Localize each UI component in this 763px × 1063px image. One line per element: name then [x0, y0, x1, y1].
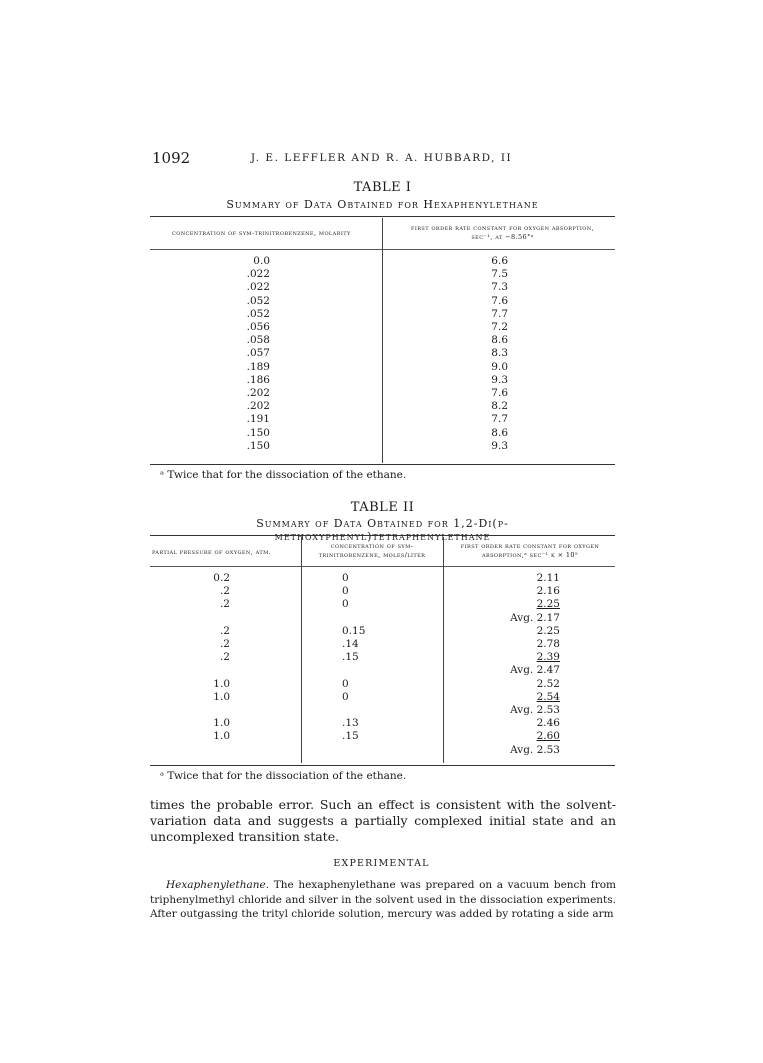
table2-cell-k: 2.78	[536, 638, 560, 651]
table2-cell-p: .2	[219, 624, 230, 637]
table2-cell-c: .14	[342, 638, 359, 651]
table1-concentration-cell: .052	[246, 294, 270, 307]
table2-col3-header-line2: absorption,ᵃ sec⁻¹ k × 10⁵	[482, 551, 578, 559]
table1-rate-cell: 7.2	[491, 321, 508, 334]
table2-title: TABLE II	[350, 500, 415, 515]
experimental-lead: Hexaphenylethane.	[166, 879, 270, 891]
table2-cell-c: 0.15	[342, 624, 366, 637]
table2-cell-p: 0.2	[213, 572, 230, 584]
table2-cell-p: .2	[219, 585, 230, 598]
table2-concentration-column	[342, 572, 382, 757]
table1-concentration-cell: .056	[246, 321, 270, 334]
table1-rate-cell: 7.6	[491, 387, 508, 400]
table2-cell-p: .2	[219, 638, 230, 651]
table1-rate-cell: 8.6	[491, 426, 508, 439]
table1-rate-cell: 9.0	[491, 360, 508, 373]
table1-title: TABLE I	[353, 180, 412, 195]
table2-cell-c: .15	[342, 651, 359, 664]
table1-rate-cell: 8.3	[491, 347, 508, 360]
table1-rate-cell: 8.2	[491, 400, 508, 413]
table1-concentration-cell: .150	[246, 439, 270, 452]
table2-col2-header-line1: concentration of sym-	[330, 542, 414, 550]
table2-cell-c: .13	[342, 717, 359, 730]
running-head: J. E. LEFFLER AND R. A. HUBBARD, II	[250, 152, 513, 164]
table1-rate-cell: 9.3	[491, 439, 508, 452]
table1-concentration-cell: .058	[246, 334, 270, 347]
table2-cell-k: 2.39	[536, 651, 560, 664]
table2-cell-k: Avg. 2.17	[510, 611, 560, 624]
section-heading: EXPERIMENTAL	[333, 858, 430, 869]
table1-bottom-rule	[150, 464, 615, 465]
experimental-text: The hexaphenylethane was prepared on a vacuum bench from triphenylmethyl chloride and silver in the solvent used in the dissociation experiments. After outgassing the trityl chloride solution, mercury was added by rotating a side arm	[150, 879, 616, 920]
table2-pressure-column	[195, 572, 230, 757]
table2-cell-c: 0	[342, 585, 349, 598]
table2-cell-k: 2.46	[536, 717, 560, 730]
table2-cell-k: 2.25	[536, 598, 560, 611]
table1-rate-cell: 7.7	[491, 413, 508, 426]
table2-col1-header: partial pressure of oxygen, atm.	[152, 548, 272, 556]
table2-cell-c: 0	[342, 677, 349, 690]
table2-cell-k: 2.11	[536, 572, 560, 584]
table2-rate-column	[470, 572, 560, 757]
table2-cell-k: 2.52	[536, 677, 560, 690]
table1-concentration-cell: .191	[246, 413, 270, 426]
table1-rate-cell: 7.3	[491, 281, 508, 294]
table2-cell-k: Avg. 2.53	[510, 743, 560, 756]
table2-cell-c	[342, 664, 382, 677]
table2-col2-header-line2: trinitrobenzene, moles/liter	[318, 551, 426, 559]
table2-divider-2	[443, 537, 444, 763]
table2-cell-k: 2.60	[536, 730, 560, 743]
table2-cell-c: 0	[342, 690, 349, 703]
table2-cell-c: 0	[342, 598, 349, 611]
table1-col1-header: concentration of sym-trinitrobenzene, molarity	[172, 229, 351, 237]
table1-concentration-cell: .150	[246, 426, 270, 439]
table2-footnote: ᵃ Twice that for the dissociation of the ethane.	[160, 770, 407, 782]
table2-cell-p: .2	[219, 598, 230, 611]
table2-bottom-rule	[150, 765, 615, 766]
table2-cell-k: 2.16	[536, 585, 560, 598]
table1-footnote: ᵃ Twice that for the dissociation of the ethane.	[160, 469, 407, 481]
table1-rate-cell: 8.6	[491, 334, 508, 347]
table2-header-rule	[150, 566, 615, 567]
table1-rate-cell: 6.6	[491, 255, 508, 267]
table1-concentration-cell: .202	[246, 400, 270, 413]
table1-rate-cell: 7.7	[491, 307, 508, 320]
table2-cell-c: 0	[342, 572, 349, 584]
page-number: 1092	[152, 149, 191, 167]
table1-concentration-column	[220, 255, 270, 453]
table2-cell-c	[342, 744, 382, 757]
table2-cell-c	[342, 704, 382, 717]
table2-cell-p	[195, 704, 230, 717]
table1-concentration-cell: .202	[246, 387, 270, 400]
table1-column-divider	[382, 218, 383, 463]
table2-cell-p	[195, 612, 230, 625]
table2-cell-p: 1.0	[213, 677, 230, 690]
table1-rate-column	[468, 255, 508, 453]
table1-concentration-cell: .189	[246, 360, 270, 373]
table1-concentration-cell: .057	[246, 347, 270, 360]
experimental-paragraph	[150, 878, 616, 922]
table2-top-rule	[150, 535, 615, 536]
table1-rate-cell: 7.5	[491, 268, 508, 281]
table1-subtitle: Summary of Data Obtained for Hexaphenylethane	[226, 198, 539, 211]
table1-rate-cell: 9.3	[491, 373, 508, 386]
table2-cell-p	[195, 664, 230, 677]
table2-cell-k: 2.25	[536, 624, 560, 637]
table2-cell-p	[195, 744, 230, 757]
table2-divider-1	[301, 537, 302, 763]
table1-concentration-cell: .022	[246, 281, 270, 294]
table2-col3-header-line1: first order rate constant for oxygen	[460, 542, 600, 550]
table2-cell-p: 1.0	[213, 717, 230, 730]
table1-concentration-cell: 0.0	[253, 255, 270, 267]
body-paragraph: times the probable error. Such an effect is consistent with the solvent-variation data and suggests a partially complexed initial state and an uncomplexed transition state.	[150, 797, 616, 844]
table1-concentration-cell: .186	[246, 373, 270, 386]
table2-cell-k: Avg. 2.47	[510, 664, 560, 677]
table1-rate-cell: 7.6	[491, 294, 508, 307]
table1-col2-header-line2: sec⁻¹, at −8.56°ᵃ	[471, 233, 534, 241]
table2-cell-k: Avg. 2.53	[510, 704, 560, 717]
table1-concentration-cell: .052	[246, 307, 270, 320]
table1-col2-header-line1: first order rate constant for oxygen absorption,	[410, 224, 595, 232]
table2-cell-p: 1.0	[213, 730, 230, 743]
table2-cell-c: .15	[342, 730, 359, 743]
table2-cell-p: 1.0	[213, 690, 230, 703]
table2-cell-p: .2	[219, 651, 230, 664]
table2-subtitle: Summary of Data Obtained for 1,2-Di(p-methoxyphenyl)tetraphenylethane	[256, 517, 509, 543]
table2-cell-c	[342, 612, 382, 625]
table2-cell-k: 2.54	[536, 690, 560, 703]
table1-concentration-cell: .022	[246, 268, 270, 281]
table1-top-rule	[150, 216, 615, 217]
